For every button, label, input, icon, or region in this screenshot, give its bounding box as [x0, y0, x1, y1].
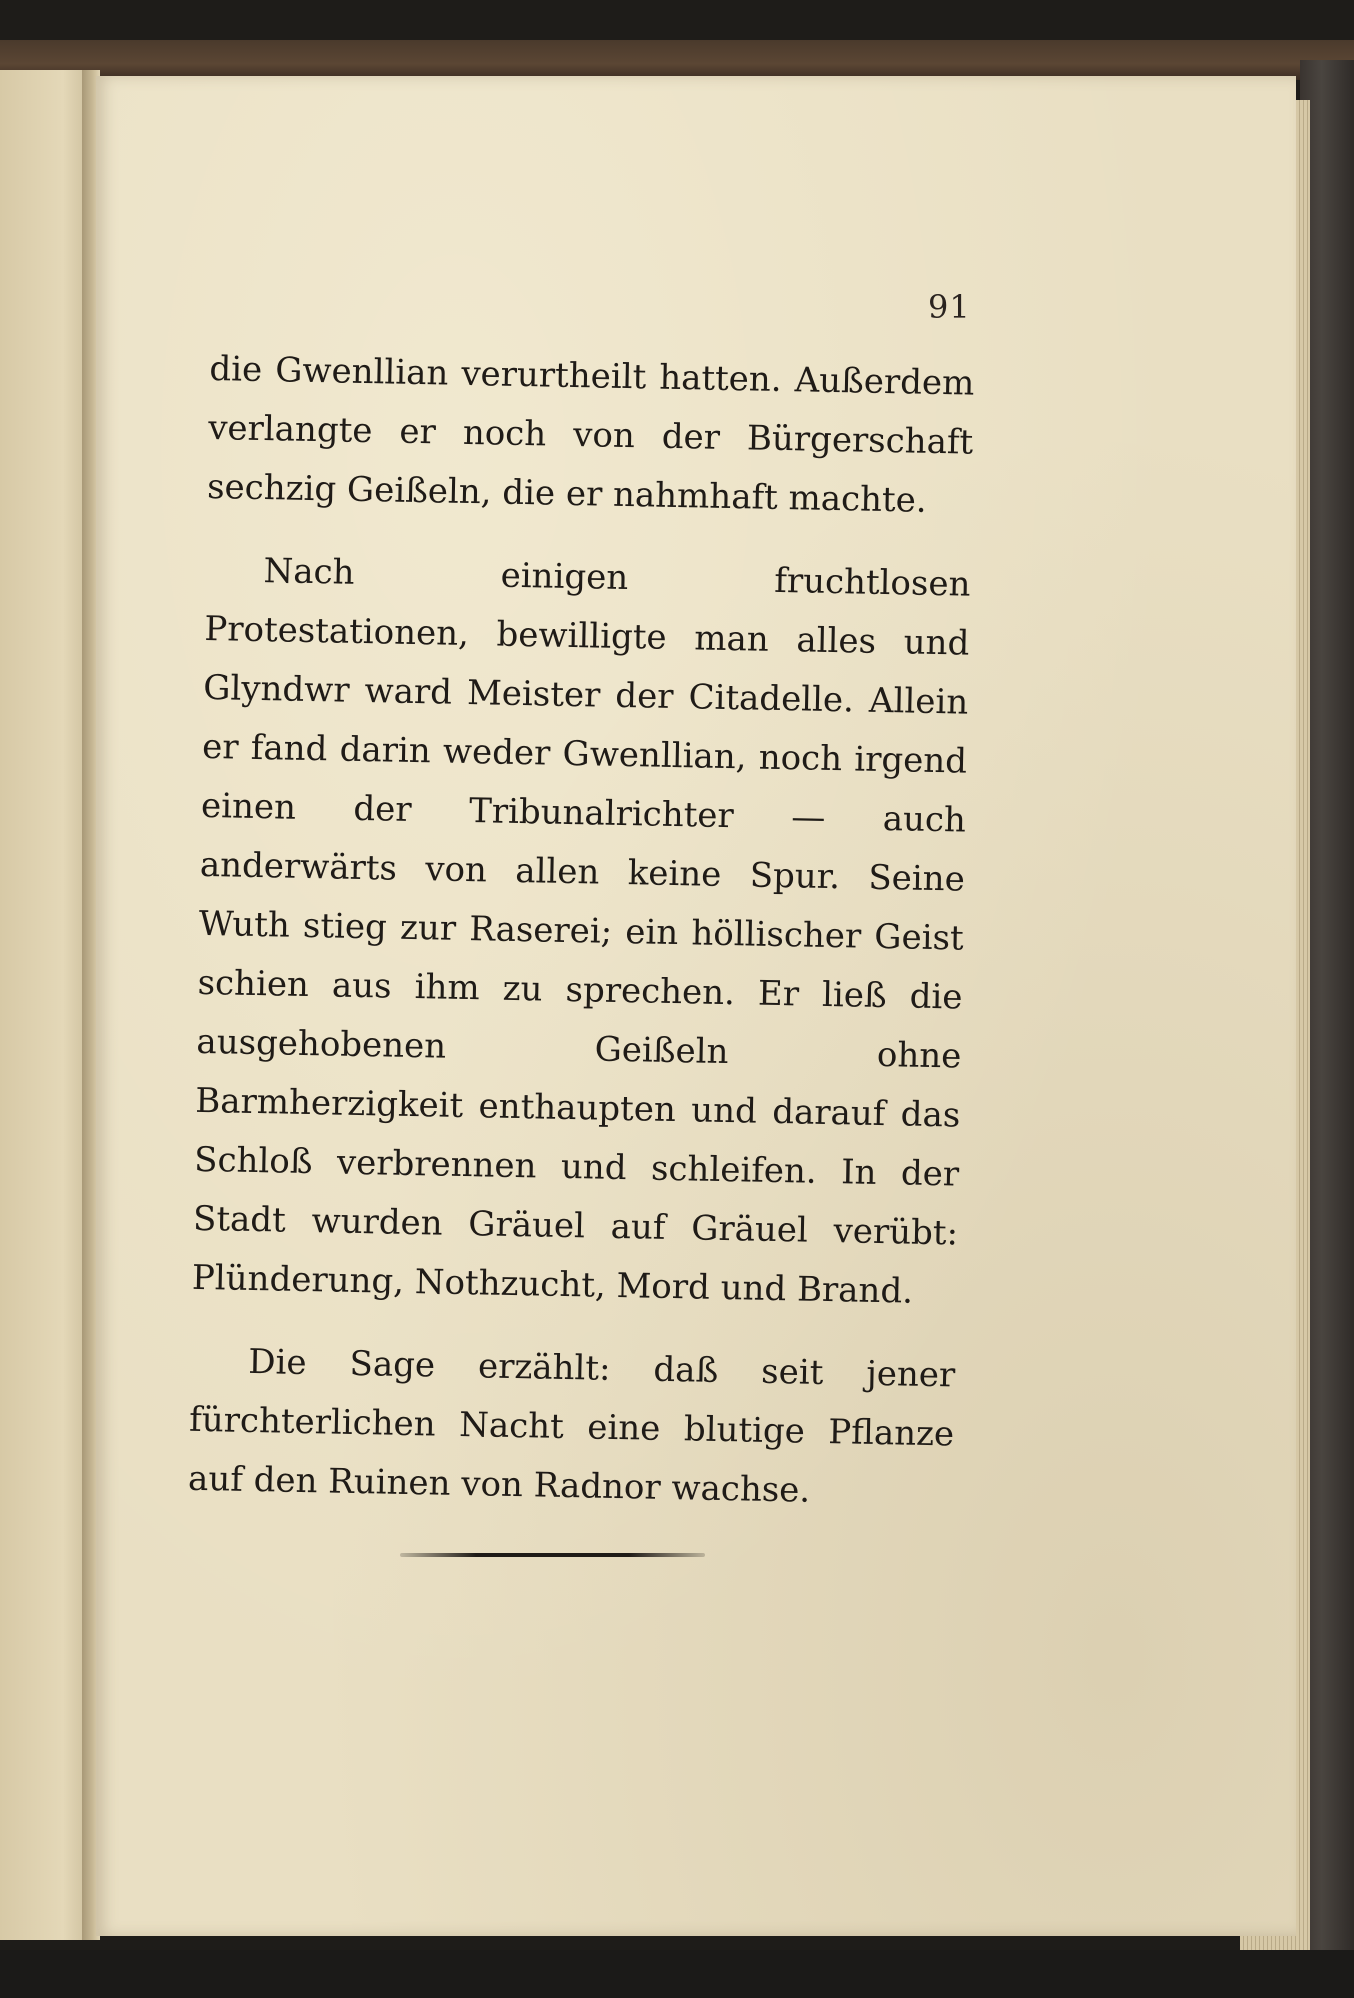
paragraph-1: die Gwenllian verurtheilt hatten. Außerdem verlangte er noch von der Bürgerschaft sechzig Geißeln, die er nahmhaft machte. [206, 348, 975, 521]
page-text [187, 340, 975, 1547]
facing-page-edge [0, 70, 92, 1940]
scan-background [0, 1950, 1354, 1998]
book-cover-top [0, 40, 1354, 80]
paragraph-3: Die Sage erzählt: daß seit jener fürchterlichen Nacht eine blutige Pflanze auf den Ruinen von Radnor wachse. [187, 1341, 956, 1511]
paragraph-2: Nach einigen fruchtlosen Protestationen, bewilligte man alles und Glyndwr ward Meister der Citadelle. Allein er fand darin weder Gwenllian, noch irgend einen der Tribunalrichter — auch anderwärts von allen keine Spur. Seine Wuth stieg zur Raserei; ein höllischer Geist schien aus ihm zu sprechen. Er ließ die ausgehobenen Geißeln ohne Barmherzigkeit enthaupten und darauf das Schloß verbrennen und schleifen. In der Stadt wurden Gräuel auf Gräuel verübt: Plünderung, Nothzucht, Mord und Brand. [191, 551, 971, 1312]
page-number: 91 [928, 288, 971, 326]
section-end-rule [400, 1553, 705, 1557]
